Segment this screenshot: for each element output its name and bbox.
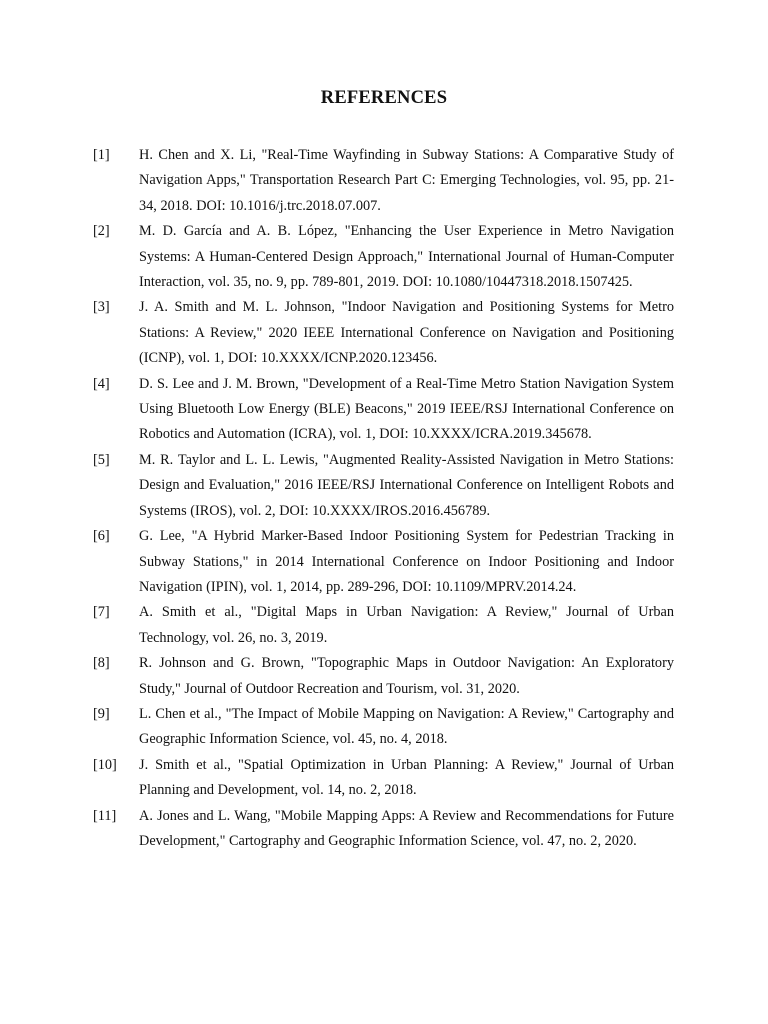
reference-text: A. Jones and L. Wang, "Mobile Mapping Apps: A Review and Recommendations for Future Development," Cartography and Geographic Information Science, vol. 47, no. 2, 2020. — [139, 807, 674, 849]
reference-item — [93, 372, 674, 448]
reference-item — [93, 524, 674, 600]
reference-text: M. R. Taylor and L. L. Lewis, "Augmented Reality-Assisted Navigation in Metro Stations: Design and Evaluation," 2016 IEEE/RSJ International Conference on Intelligent Robots and Systems (IROS), vol. 2, DOI: 10.XXXX/IROS.2016.456789. — [139, 451, 674, 519]
reference-number: [2] — [93, 223, 110, 240]
reference-number: [10] — [93, 756, 117, 773]
reference-item — [93, 600, 674, 651]
reference-item — [93, 702, 674, 753]
reference-text: H. Chen and X. Li, "Real-Time Wayfinding in Subway Stations: A Comparative Study of Navigation Apps," Transportation Research Part C: Emerging Technologies, vol. 95, pp. 21-34, 2018. DOI: 10.1016/j.trc.2018.07.007. — [139, 147, 674, 214]
reference-number: [8] — [93, 655, 110, 672]
reference-text: M. D. García and A. B. López, "Enhancing the User Experience in Metro Navigation Systems: A Human-Centered Design Approach," International Journal of Human-Computer Interaction, vol. 35, no. 9, pp. 789-801, 2019. DOI: 10.1080/10447318.2018.1507425. — [139, 223, 674, 291]
reference-text: L. Chen et al., "The Impact of Mobile Mapping on Navigation: A Review," Cartography and Geographic Information Science, vol. 45, no. 4, 2018. — [139, 705, 674, 748]
reference-number: [11] — [93, 807, 117, 824]
reference-number: [4] — [93, 375, 110, 392]
reference-item — [93, 219, 674, 295]
reference-item — [93, 448, 674, 524]
reference-text: J. A. Smith and M. L. Johnson, "Indoor Navigation and Positioning Systems for Metro Stations: A Review," 2020 IEEE International Conference on Navigation and Positioning (ICNP), vol. 1, DOI: 10.XXXX/ICNP.2020.123456. — [139, 299, 674, 367]
reference-item — [93, 804, 674, 855]
reference-number: [1] — [93, 147, 110, 163]
reference-number: [6] — [93, 528, 110, 545]
reference-number: [7] — [93, 604, 110, 621]
reference-text: G. Lee, "A Hybrid Marker-Based Indoor Positioning System for Pedestrian Tracking in Subway Stations," in 2014 International Conference on Indoor Positioning and Indoor Navigation (IPIN), vol. 1, 2014, pp. 289-296, DOI: 10.1109/MPRV.2014.24. — [139, 528, 674, 595]
reference-number: [9] — [93, 705, 110, 722]
reference-text: R. Johnson and G. Brown, "Topographic Maps in Outdoor Navigation: An Exploratory Study," Journal of Outdoor Recreation and Tourism, vol. 31, 2020. — [139, 655, 674, 697]
reference-text: J. Smith et al., "Spatial Optimization in Urban Planning: A Review," Journal of Urban Planning and Development, vol. 14, no. 2, 2018. — [139, 756, 674, 799]
reference-item — [93, 651, 674, 702]
page-title: REFERENCES — [320, 88, 448, 108]
reference-list — [93, 143, 674, 854]
reference-number: [5] — [93, 451, 110, 468]
reference-text: D. S. Lee and J. M. Brown, "Development of a Real-Time Metro Station Navigation System Using Bluetooth Low Energy (BLE) Beacons," 2019 IEEE/RSJ International Conference on Robotics and Automation (ICRA), vol. 1, DOI: 10.XXXX/ICRA.2019.345678. — [139, 375, 674, 443]
reference-item — [93, 295, 674, 371]
reference-text: A. Smith et al., "Digital Maps in Urban Navigation: A Review," Journal of Urban Technology, vol. 26, no. 3, 2019. — [139, 604, 674, 646]
reference-item — [93, 143, 674, 219]
reference-item — [93, 753, 674, 804]
reference-number: [3] — [93, 299, 110, 316]
